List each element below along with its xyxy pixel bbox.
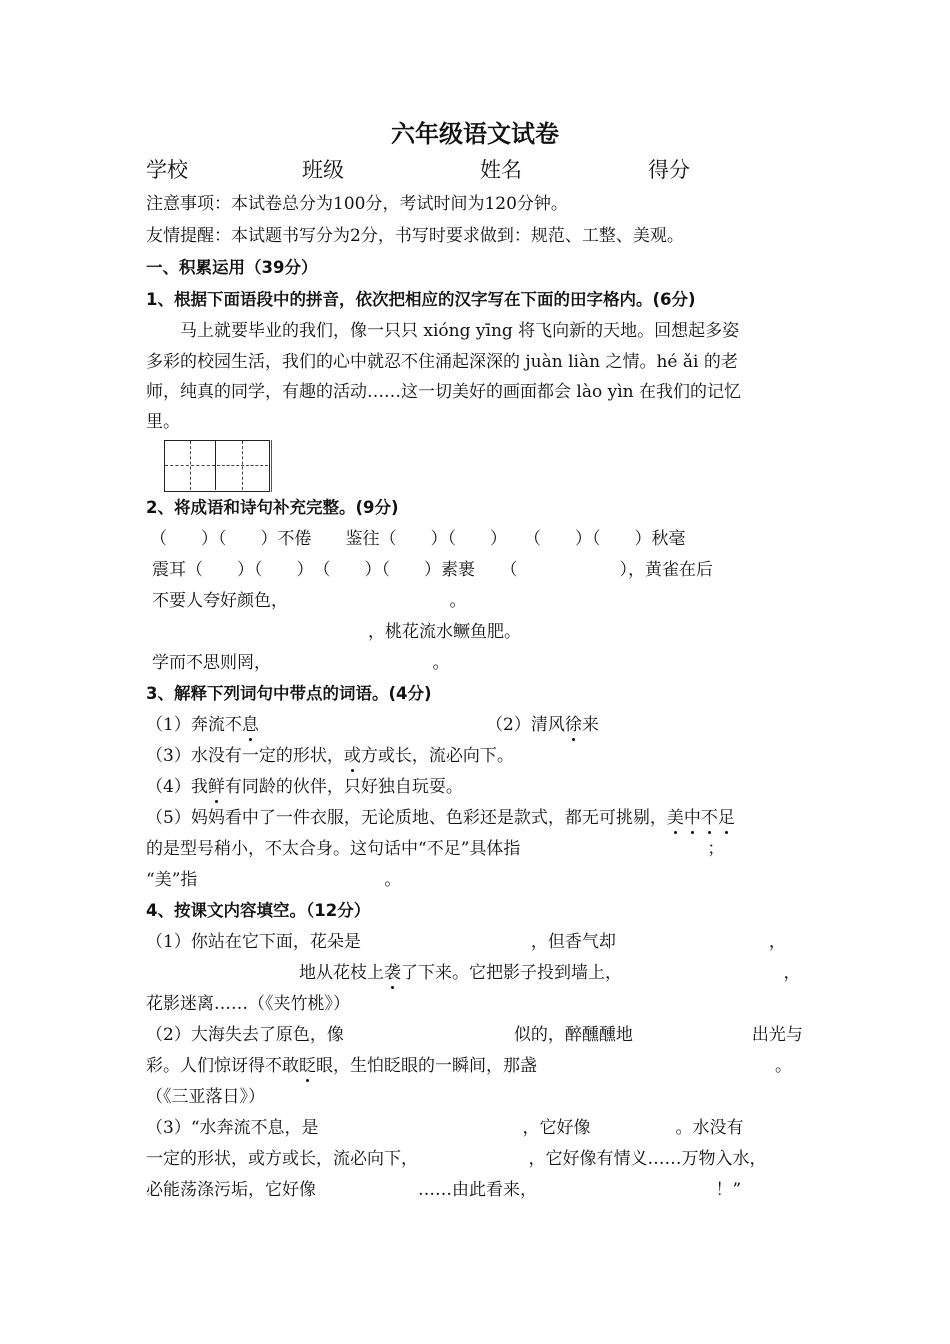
attention-note: 注意事项：本试卷总分为100分，考试时间为120分钟。 — [146, 194, 568, 214]
q1-line-1: 马上就要毕业的我们，像一只只 xióng yīng 将飞向新的天地。回想起多姿 — [180, 321, 740, 341]
name-label: 姓名 — [480, 158, 522, 182]
class-label: 班级 — [302, 158, 344, 182]
dotted-word: 徐 — [564, 715, 582, 735]
tianzi-grid[interactable] — [164, 440, 270, 492]
q3-item-5-line-3: “美”指 。 — [146, 870, 402, 890]
q4-p2-line-1: （2）大海失去了原色，像 似的，醉醺醺地 出光与 — [146, 1025, 803, 1045]
dotted-word: 或 — [343, 746, 361, 766]
dotted-char: 不 — [700, 808, 718, 828]
q4-p3-line-1: （3）“水奔流不息，是 ，它好像 。水没有 — [146, 1118, 744, 1138]
dotted-word: 眨 — [299, 1056, 316, 1076]
dotted-word: 袭 — [384, 963, 401, 983]
q1-line-4: 里。 — [146, 412, 180, 432]
dotted-word: 鲜 — [207, 777, 225, 797]
q3-item-5: （5）妈妈看中了一件衣服，无论质地、色彩还是款式，都无可挑剔，美中不足 — [146, 808, 735, 828]
q4-p1-line-2: 地从花枝上袭了下来。它把影子投到墙上， ， — [146, 963, 801, 983]
tianzi-cell[interactable] — [217, 441, 268, 490]
page-title: 六年级语文试卷 — [391, 119, 559, 148]
q4-p3-line-2: 一定的形状，或方或长，流必向下， ，它好像有情义……万物入水， — [146, 1149, 767, 1169]
dotted-word — [667, 808, 735, 828]
q2-line-1: （ ）（ ）不倦 鉴往（ ）（ ） （ ）（ ）秋毫 — [150, 529, 686, 549]
dotted-char: 美 — [666, 808, 684, 828]
q4-p1-line-3: 花影迷离……（《夹竹桃》） — [146, 994, 350, 1014]
dotted-char: 足 — [717, 808, 735, 828]
q3-item-2: （2）清风徐来 — [486, 715, 599, 735]
q4-p2-line-2: 彩。人们惊讶得不敢眨眼，生怕眨眼的一瞬间，那盏 。 — [146, 1056, 792, 1076]
q3-item-1: （1）奔流不息 — [146, 715, 259, 735]
q4-p2-line-3: （《三亚落日》） — [146, 1087, 265, 1107]
q3-item-4: （4）我鲜有同龄的伙伴，只好独自玩耍。 — [146, 777, 463, 797]
q2-heading: 2、将成语和诗句补充完整。(9分) — [146, 498, 399, 517]
q3-heading: 3、解释下列词句中带点的词语。(4分) — [146, 684, 432, 703]
q2-line-4: ，桃花流水鳜鱼肥。 — [368, 622, 521, 642]
q1-line-3: 师，纯真的同学，有趣的活动……这一切美好的画面都会 lào yìn 在我们的记忆 — [146, 382, 742, 402]
q3-item-5-line-2: 的是型号稍小，不太合身。这句话中“不足”具体指 ； — [146, 839, 725, 859]
q3-item-3: （3）水没有一定的形状，或方或长，流必向下。 — [146, 746, 514, 766]
q1-line-2: 多彩的校园生活，我们的心中就忍不住涌起深深的 juàn liàn 之情。hé ǎi 的老 — [146, 352, 738, 372]
dotted-char: 中 — [683, 808, 701, 828]
q4-heading: 4、按课文内容填空。（12分） — [146, 901, 371, 920]
score-label: 得分 — [648, 158, 690, 182]
dotted-word: 息 — [241, 715, 259, 735]
school-label: 学校 — [146, 158, 188, 182]
q2-line-3: 不要人夸好颜色， 。 — [152, 591, 467, 611]
reminder-note: 友情提醒：本试题书写分为2分，书写时要求做到：规范、工整、美观。 — [146, 226, 684, 246]
tianzi-cell[interactable] — [165, 441, 216, 490]
q4-p3-line-3: 必能荡涤污垢，它好像 ……由此看来， ！” — [146, 1180, 742, 1200]
q4-p1-line-1: （1）你站在它下面，花朵是 ，但香气却 ， — [146, 932, 786, 952]
q2-line-5: 学而不思则罔， 。 — [152, 653, 450, 673]
q1-heading: 1、根据下面语段中的拼音，依次把相应的汉字写在下面的田字格内。(6分) — [146, 290, 696, 309]
q2-line-2: 震耳（ ）（ ） （ ）（ ）素裹 （ ），黄雀在后 — [152, 560, 713, 580]
section1-heading: 一、积累运用（39分） — [146, 258, 318, 277]
